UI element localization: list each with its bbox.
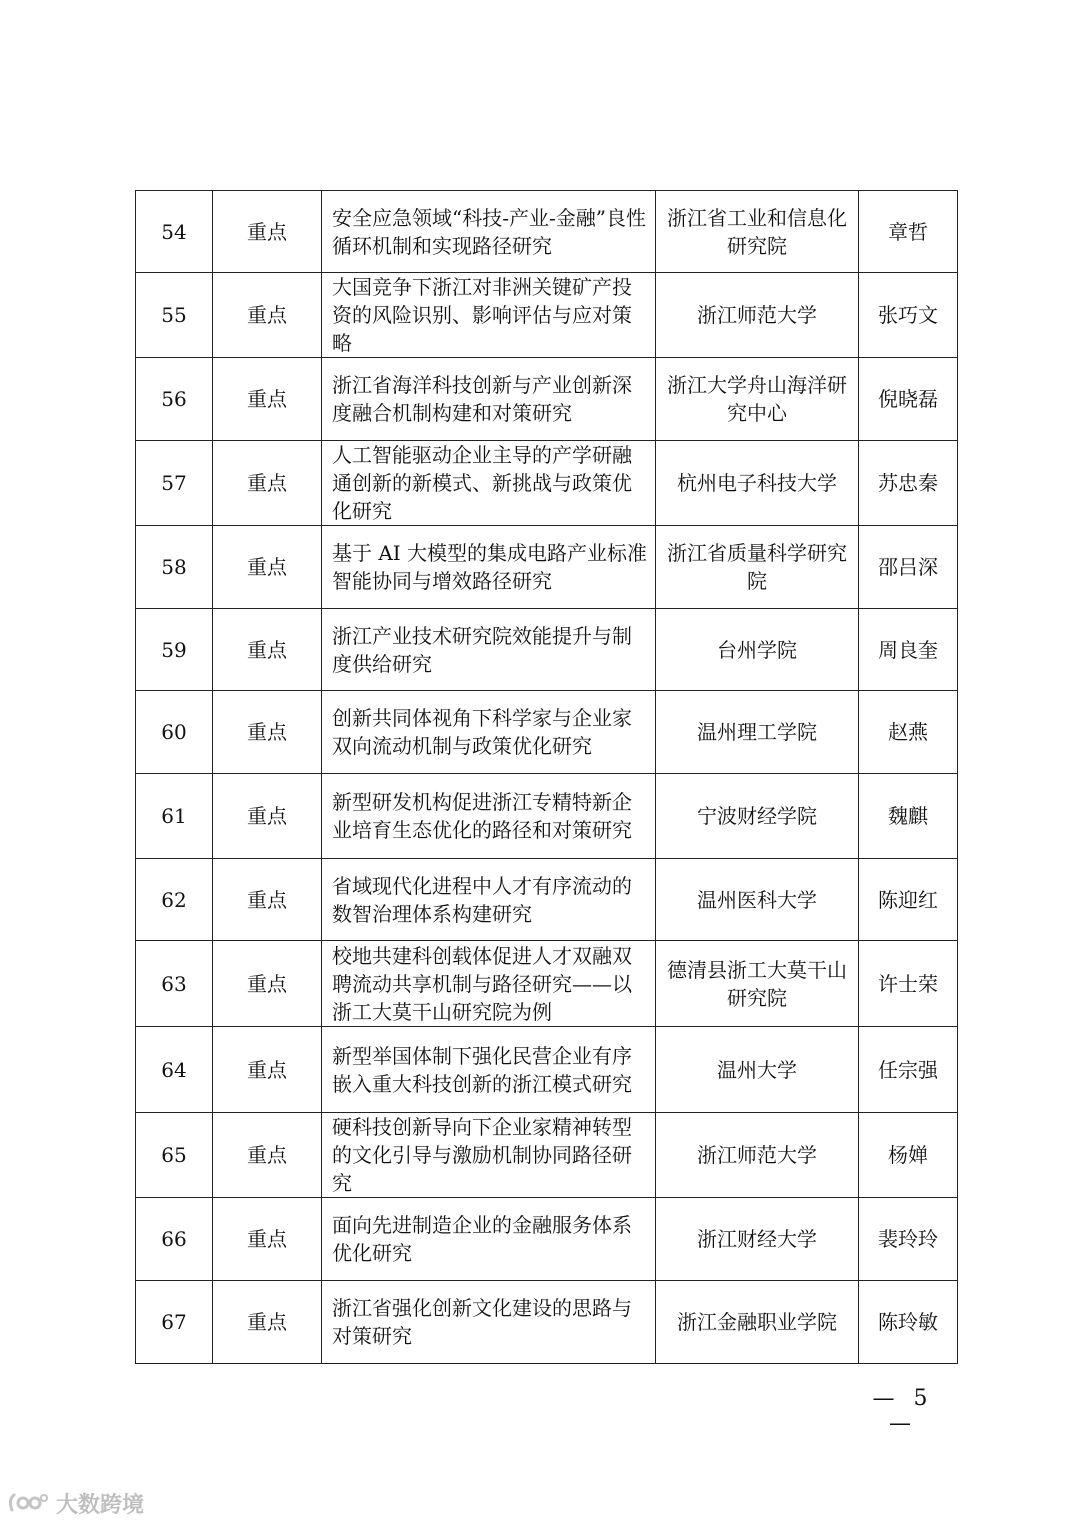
project-type-cell: 重点 <box>213 1027 322 1113</box>
page-number: — 5 — <box>872 1386 934 1436</box>
row-number-cell: 54 <box>136 191 213 273</box>
institution-cell: 浙江师范大学 <box>656 1113 859 1198</box>
lead-researcher-cell: 章哲 <box>859 191 958 273</box>
row-number-cell: 56 <box>136 358 213 441</box>
lead-researcher-cell: 裴玲玲 <box>859 1198 958 1281</box>
lead-researcher-cell: 杨婵 <box>859 1113 958 1198</box>
project-title-cell: 新型研发机构促进浙江专精特新企业培育生态优化的路径和对策研究 <box>322 774 656 859</box>
table-row <box>136 273 958 358</box>
lead-researcher-cell: 赵燕 <box>859 691 958 774</box>
project-title-cell: 基于 AI 大模型的集成电路产业标准智能协同与增效路径研究 <box>322 526 656 609</box>
project-type-cell: 重点 <box>213 191 322 273</box>
project-type-cell: 重点 <box>213 774 322 859</box>
institution-cell: 温州大学 <box>656 1027 859 1113</box>
brand-logo-icon <box>6 1490 50 1518</box>
project-type-cell: 重点 <box>213 441 322 526</box>
institution-cell: 浙江大学舟山海洋研究中心 <box>656 358 859 441</box>
table-row <box>136 1113 958 1198</box>
project-title-cell: 大国竞争下浙江对非洲关键矿产投资的风险识别、影响评估与应对策略 <box>322 273 656 358</box>
lead-researcher-cell: 陈玲敏 <box>859 1281 958 1364</box>
lead-researcher-cell: 张巧文 <box>859 273 958 358</box>
project-type-cell: 重点 <box>213 1113 322 1198</box>
table-row <box>136 691 958 774</box>
project-table-body <box>136 191 958 1364</box>
table-row <box>136 526 958 609</box>
institution-cell: 浙江财经大学 <box>656 1198 859 1281</box>
watermark <box>6 1488 144 1519</box>
row-number-cell: 67 <box>136 1281 213 1364</box>
table-row <box>136 859 958 941</box>
project-title-cell: 浙江省强化创新文化建设的思路与对策研究 <box>322 1281 656 1364</box>
institution-cell: 浙江师范大学 <box>656 273 859 358</box>
project-table <box>135 190 958 1364</box>
row-number-cell: 65 <box>136 1113 213 1198</box>
row-number-cell: 55 <box>136 273 213 358</box>
lead-researcher-cell: 苏忠秦 <box>859 441 958 526</box>
table-row <box>136 1198 958 1281</box>
row-number-cell: 62 <box>136 859 213 941</box>
row-number-cell: 58 <box>136 526 213 609</box>
project-type-cell: 重点 <box>213 358 322 441</box>
project-title-cell: 面向先进制造企业的金融服务体系优化研究 <box>322 1198 656 1281</box>
row-number-cell: 59 <box>136 609 213 691</box>
institution-cell: 温州医科大学 <box>656 859 859 941</box>
institution-cell: 杭州电子科技大学 <box>656 441 859 526</box>
row-number-cell: 57 <box>136 441 213 526</box>
institution-cell: 台州学院 <box>656 609 859 691</box>
row-number-cell: 66 <box>136 1198 213 1281</box>
lead-researcher-cell: 周良奎 <box>859 609 958 691</box>
institution-cell: 浙江省质量科学研究院 <box>656 526 859 609</box>
project-title-cell: 硬科技创新导向下企业家精神转型的文化引导与激励机制协同路径研究 <box>322 1113 656 1198</box>
project-type-cell: 重点 <box>213 941 322 1027</box>
project-type-cell: 重点 <box>213 1281 322 1364</box>
table-row <box>136 609 958 691</box>
watermark-text: 大数跨境 <box>56 1493 145 1518</box>
row-number-cell: 63 <box>136 941 213 1027</box>
project-type-cell: 重点 <box>213 691 322 774</box>
project-title-cell: 浙江产业技术研究院效能提升与制度供给研究 <box>322 609 656 691</box>
project-type-cell: 重点 <box>213 526 322 609</box>
project-type-cell: 重点 <box>213 609 322 691</box>
lead-researcher-cell: 魏麒 <box>859 774 958 859</box>
project-title-cell: 新型举国体制下强化民营企业有序嵌入重大科技创新的浙江模式研究 <box>322 1027 656 1113</box>
project-title-cell: 浙江省海洋科技创新与产业创新深度融合机制构建和对策研究 <box>322 358 656 441</box>
table-row <box>136 1027 958 1113</box>
project-type-cell: 重点 <box>213 273 322 358</box>
lead-researcher-cell: 任宗强 <box>859 1027 958 1113</box>
lead-researcher-cell: 许士荣 <box>859 941 958 1027</box>
table-row <box>136 774 958 859</box>
table-row <box>136 941 958 1027</box>
lead-researcher-cell: 陈迎红 <box>859 859 958 941</box>
lead-researcher-cell: 邵吕深 <box>859 526 958 609</box>
lead-researcher-cell: 倪晓磊 <box>859 358 958 441</box>
table-row <box>136 441 958 526</box>
table-row <box>136 1281 958 1364</box>
project-title-cell: 创新共同体视角下科学家与企业家双向流动机制与政策优化研究 <box>322 691 656 774</box>
institution-cell: 浙江省工业和信息化研究院 <box>656 191 859 273</box>
row-number-cell: 64 <box>136 1027 213 1113</box>
institution-cell: 温州理工学院 <box>656 691 859 774</box>
table-row <box>136 191 958 273</box>
institution-cell: 德清县浙工大莫干山研究院 <box>656 941 859 1027</box>
project-title-cell: 校地共建科创载体促进人才双融双聘流动共享机制与路径研究——以浙工大莫干山研究院为例 <box>322 941 656 1027</box>
project-table-container <box>135 190 957 1364</box>
row-number-cell: 60 <box>136 691 213 774</box>
project-title-cell: 省域现代化进程中人才有序流动的数智治理体系构建研究 <box>322 859 656 941</box>
project-title-cell: 安全应急领域“科技-产业-金融”良性循环机制和实现路径研究 <box>322 191 656 273</box>
project-title-cell: 人工智能驱动企业主导的产学研融通创新的新模式、新挑战与政策优化研究 <box>322 441 656 526</box>
institution-cell: 浙江金融职业学院 <box>656 1281 859 1364</box>
project-type-cell: 重点 <box>213 1198 322 1281</box>
table-row <box>136 358 958 441</box>
project-type-cell: 重点 <box>213 859 322 941</box>
institution-cell: 宁波财经学院 <box>656 774 859 859</box>
row-number-cell: 61 <box>136 774 213 859</box>
